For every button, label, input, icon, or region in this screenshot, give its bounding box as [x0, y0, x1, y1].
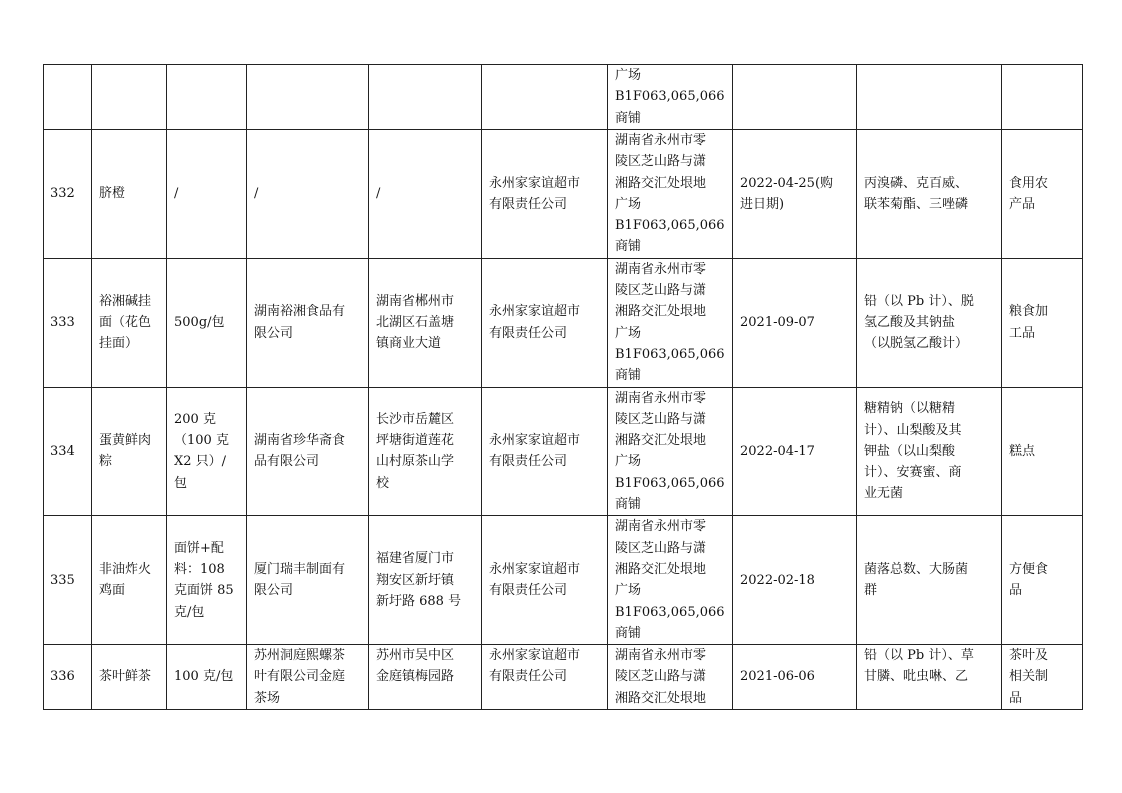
cell-text-line: 校 — [376, 475, 390, 491]
cell-text-line: 裕湘碱挂 — [99, 293, 152, 309]
product-name-cell — [92, 387, 167, 516]
cell-text-line: / — [254, 186, 259, 202]
cell-text-line: 2021-06-06 — [740, 669, 815, 685]
cell-text-line: 苏州洞庭熙螺茶 — [254, 648, 346, 664]
cell-text-line: 进日期) — [740, 196, 785, 212]
seller-cell — [482, 65, 608, 130]
cell-text-line: 2022-02-18 — [740, 572, 815, 588]
cell-text-line: 福建省厦门市 — [376, 551, 455, 567]
table-row — [44, 645, 1083, 710]
failed-items-cell — [857, 258, 1002, 387]
cell-text-line: 有限责任公司 — [489, 196, 568, 212]
cell-text-line: 方便食 — [1009, 561, 1049, 577]
cell-text-line: 湘路交汇处垠地 — [615, 690, 707, 706]
food-category-cell — [1002, 130, 1083, 259]
failed-items-cell — [857, 65, 1002, 130]
cell-text-line: 工品 — [1009, 325, 1036, 341]
cell-text-line: 有限责任公司 — [489, 583, 568, 599]
cell-text-line: 商铺 — [615, 497, 642, 513]
food-category-cell — [1002, 516, 1083, 645]
cell-text-line: （以脱氢乙酸计） — [864, 336, 969, 352]
cell-text-line: 铅（以 Pb 计）、脱 — [864, 293, 974, 309]
cell-text-line: 有限责任公司 — [489, 669, 568, 685]
cell-text-line: 北湖区石盖塘 — [376, 315, 455, 331]
producer-cell — [247, 258, 369, 387]
cell-text-line: 湖南省永州市零 — [615, 519, 707, 535]
cell-text-line: 品 — [1009, 583, 1023, 599]
cell-text-line: B1F063,065,066 — [615, 475, 725, 491]
cell-text-line: 粮食加 — [1009, 304, 1049, 320]
cell-text-line: 翔安区新圩镇 — [376, 572, 455, 588]
producer-address-cell — [369, 387, 482, 516]
cell-text-line: 计）、山梨酸及其 — [864, 422, 962, 438]
seller-cell — [482, 387, 608, 516]
table-row — [44, 387, 1083, 516]
cell-text-line: 2022-04-25(购 — [740, 175, 834, 191]
specification-cell — [167, 645, 247, 710]
product-name-cell — [92, 645, 167, 710]
cell-text-line: 山村原茶山学 — [376, 454, 455, 470]
table-row — [44, 258, 1083, 387]
cell-text-line: 丙溴磷、克百威、 — [864, 175, 969, 191]
cell-text-line: 蛋黄鲜肉 — [99, 433, 152, 449]
cell-text-line: 湘路交汇处垠地 — [615, 304, 707, 320]
cell-text-line: 广场 — [615, 68, 642, 83]
production-date-cell — [733, 387, 857, 516]
specification-cell — [167, 516, 247, 645]
cell-text-line: 陵区芝山路与潇 — [615, 540, 707, 556]
producer-cell — [247, 387, 369, 516]
cell-text-line: B1F063,065,066 — [615, 604, 725, 620]
producer-cell — [247, 645, 369, 710]
cell-text-line: 品有限公司 — [254, 454, 320, 470]
seller-address-cell — [608, 130, 733, 259]
producer-cell — [247, 65, 369, 130]
cell-text-line: 镇商业大道 — [376, 336, 442, 352]
cell-text-line: 湖南省永州市零 — [615, 261, 707, 277]
seller-address-cell — [608, 258, 733, 387]
producer-address-cell — [369, 516, 482, 645]
serial-number-cell: 336 — [44, 645, 92, 710]
serial-number-cell: 334 — [44, 387, 92, 516]
product-name-cell — [92, 258, 167, 387]
specification-cell — [167, 130, 247, 259]
cell-text-line: 湖南省珍华斋食 — [254, 433, 346, 449]
cell-text-line: 茶叶鲜茶 — [99, 669, 152, 685]
cell-text-line: 广场 — [615, 325, 642, 341]
cell-text-line: 湖南裕湘食品有 — [254, 304, 346, 320]
table-row — [44, 130, 1083, 259]
cell-text-line: 有限责任公司 — [489, 454, 568, 470]
cell-text-line: 克/包 — [174, 604, 205, 620]
failed-items-cell — [857, 645, 1002, 710]
specification-cell — [167, 258, 247, 387]
seller-address-cell — [608, 387, 733, 516]
seller-cell — [482, 645, 608, 710]
cell-text-line: 氢乙酸及其钠盐 — [864, 315, 956, 331]
cell-text-line: 粽 — [99, 454, 113, 470]
cell-text-line: 茶叶及 — [1009, 648, 1049, 664]
cell-text-line: 湖南省永州市零 — [615, 133, 707, 148]
cell-text-line: 永州家家谊超市 — [489, 648, 581, 664]
producer-cell — [247, 516, 369, 645]
cell-text-line: 广场 — [615, 454, 642, 470]
cell-text-line: 糕点 — [1009, 443, 1036, 459]
cell-text-line: 湘路交汇处垠地 — [615, 433, 707, 449]
failed-items-cell — [857, 516, 1002, 645]
production-date-cell — [733, 65, 857, 130]
seller-cell — [482, 516, 608, 645]
food-category-cell — [1002, 258, 1083, 387]
cell-text-line: 永州家家谊超市 — [489, 175, 581, 191]
cell-text-line: 品 — [1009, 690, 1023, 706]
cell-text-line: 100 克/包 — [174, 669, 234, 685]
serial-number-cell: 333 — [44, 258, 92, 387]
sampling-table — [43, 64, 1083, 710]
cell-text-line: 湖南省郴州市 — [376, 293, 455, 309]
food-category-cell — [1002, 645, 1083, 710]
failed-items-cell — [857, 130, 1002, 259]
cell-text-line: 脐橙 — [99, 186, 126, 202]
cell-text-line: 商铺 — [615, 368, 642, 384]
cell-text-line: 永州家家谊超市 — [489, 304, 581, 320]
food-category-cell — [1002, 65, 1083, 130]
cell-text-line: 陵区芝山路与潇 — [615, 669, 707, 685]
cell-text-line: 联苯菊酯、三唑磷 — [864, 196, 969, 212]
serial-number-cell: 332 — [44, 130, 92, 259]
cell-text-line: 广场 — [615, 196, 642, 212]
cell-text-line: 永州家家谊超市 — [489, 561, 581, 577]
cell-text-line: 湖南省永州市零 — [615, 390, 707, 406]
cell-text-line: 食用农 — [1009, 175, 1049, 191]
serial-number-cell — [44, 65, 92, 130]
cell-text-line: 商铺 — [615, 625, 642, 641]
product-name-cell — [92, 65, 167, 130]
cell-text-line: 陵区芝山路与潇 — [615, 154, 707, 170]
cell-text-line: 相关制 — [1009, 669, 1049, 685]
product-name-cell — [92, 516, 167, 645]
producer-address-cell — [369, 645, 482, 710]
cell-text-line: 面（花色 — [99, 315, 152, 331]
cell-text-line: 坪塘街道莲花 — [376, 433, 455, 449]
cell-text-line: / — [376, 186, 381, 202]
cell-text-line: 长沙市岳麓区 — [376, 411, 455, 427]
cell-text-line: 包 — [174, 475, 188, 491]
cell-text-line: 有限责任公司 — [489, 325, 568, 341]
producer-address-cell — [369, 65, 482, 130]
table-row — [44, 516, 1083, 645]
cell-text-line: 挂面） — [99, 336, 139, 352]
cell-text-line: 糖精钠（以糖精 — [864, 401, 956, 417]
cell-text-line: 群 — [864, 583, 878, 599]
specification-cell — [167, 387, 247, 516]
cell-text-line: 甘膦、吡虫啉、乙 — [864, 669, 969, 685]
cell-text-line: （100 克 — [174, 433, 229, 449]
cell-text-line: 业无菌 — [864, 486, 904, 502]
cell-text-line: 新圩路 688 号 — [376, 593, 462, 609]
cell-text-line: 200 克 — [174, 411, 216, 427]
seller-cell — [482, 130, 608, 259]
seller-address-cell — [608, 516, 733, 645]
producer-address-cell — [369, 258, 482, 387]
cell-text-line: 钾盐（以山梨酸 — [864, 443, 956, 459]
food-category-cell — [1002, 387, 1083, 516]
cell-text-line: 叶有限公司金庭 — [254, 669, 346, 685]
cell-text-line: 非油炸火 — [99, 561, 152, 577]
cell-text-line: B1F063,065,066 — [615, 89, 725, 105]
cell-text-line: 商铺 — [615, 110, 642, 126]
specification-cell — [167, 65, 247, 130]
cell-text-line: 铅（以 Pb 计）、草 — [864, 648, 974, 664]
cell-text-line: 计）、安赛蜜、商 — [864, 465, 962, 481]
production-date-cell — [733, 258, 857, 387]
cell-text-line: 2022-04-17 — [740, 443, 815, 459]
production-date-cell — [733, 130, 857, 259]
seller-address-cell — [608, 65, 733, 130]
cell-text-line: 苏州市吴中区 — [376, 648, 455, 664]
cell-text-line: 2021-09-07 — [740, 315, 815, 331]
cell-text-line: 陵区芝山路与潇 — [615, 411, 707, 427]
producer-cell — [247, 130, 369, 259]
cell-text-line: 永州家家谊超市 — [489, 433, 581, 449]
cell-text-line: 产品 — [1009, 196, 1036, 212]
failed-items-cell — [857, 387, 1002, 516]
table-body — [44, 65, 1083, 710]
production-date-cell — [733, 516, 857, 645]
serial-number-cell: 335 — [44, 516, 92, 645]
cell-text-line: 金庭镇梅园路 — [376, 669, 455, 685]
cell-text-line: 茶场 — [254, 690, 281, 706]
cell-text-line: 鸡面 — [99, 583, 126, 599]
cell-text-line: B1F063,065,066 — [615, 346, 725, 362]
cell-text-line: B1F063,065,066 — [615, 218, 725, 234]
cell-text-line: 湘路交汇处垠地 — [615, 175, 707, 191]
cell-text-line: 限公司 — [254, 583, 294, 599]
cell-text-line: 料：108 — [174, 561, 225, 577]
cell-text-line: 湖南省永州市零 — [615, 648, 707, 664]
cell-text-line: 湘路交汇处垠地 — [615, 561, 707, 577]
producer-address-cell — [369, 130, 482, 259]
cell-text-line: X2 只）/ — [174, 454, 227, 470]
seller-cell — [482, 258, 608, 387]
seller-address-cell — [608, 645, 733, 710]
cell-text-line: / — [174, 186, 179, 202]
product-name-cell — [92, 130, 167, 259]
cell-text-line: 克面饼 85 — [174, 583, 234, 599]
cell-text-line: 陵区芝山路与潇 — [615, 283, 707, 299]
cell-text-line: 广场 — [615, 583, 642, 599]
cell-text-line: 商铺 — [615, 239, 642, 255]
cell-text-line: 厦门瑞丰制面有 — [254, 561, 346, 577]
cell-text-line: 菌落总数、大肠菌 — [864, 561, 969, 577]
cell-text-line: 限公司 — [254, 325, 294, 341]
cell-text-line: 面饼+配 — [174, 540, 224, 556]
table-row — [44, 65, 1083, 130]
cell-text-line: 500g/包 — [174, 315, 225, 331]
production-date-cell — [733, 645, 857, 710]
